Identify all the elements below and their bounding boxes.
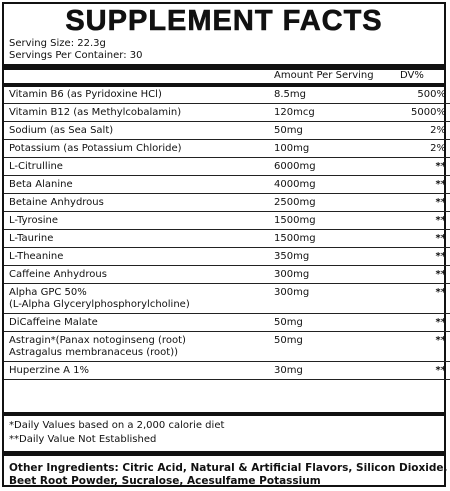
daily-value: ** — [384, 362, 450, 380]
table-row — [4, 248, 450, 266]
daily-value: 500% — [384, 86, 450, 104]
ingredient-name — [4, 122, 274, 140]
ingredient-name-line: L-Theanine — [9, 251, 64, 262]
ingredient-name-line: Alpha GPC 50% — [9, 287, 87, 298]
ingredient-name — [4, 158, 274, 176]
amount-per-serving: 300mg — [274, 284, 384, 314]
daily-value: ** — [384, 284, 450, 314]
ingredient-name — [4, 314, 274, 332]
ingredient-name-line: (L-Alpha Glycerylphosphorylcholine) — [9, 299, 190, 310]
supplement-facts-panel — [2, 2, 446, 487]
amount-per-serving: 4000mg — [274, 176, 384, 194]
daily-value: 2% — [384, 140, 450, 158]
ingredient-name — [4, 176, 274, 194]
other-ingredients-line: Other Ingredients: Citric Acid, Natural & Artificial Flavors, Silicon Dioxide, — [9, 462, 448, 474]
table-row — [4, 284, 450, 314]
amount-per-serving: 8.5mg — [274, 86, 384, 104]
ingredient-name — [4, 266, 274, 284]
divider-other — [4, 451, 444, 456]
amount-per-serving: 50mg — [274, 332, 384, 362]
ingredient-name — [4, 230, 274, 248]
ingredient-name — [4, 248, 274, 266]
amount-per-serving: 300mg — [274, 266, 384, 284]
daily-value: ** — [384, 212, 450, 230]
footnote-not-established: **Daily Value Not Established — [9, 434, 157, 445]
ingredient-name — [4, 104, 274, 122]
amount-per-serving: 100mg — [274, 140, 384, 158]
daily-value: ** — [384, 248, 450, 266]
amount-per-serving: 1500mg — [274, 230, 384, 248]
ingredient-name — [4, 284, 274, 314]
dv-header: DV% — [400, 70, 424, 81]
amount-per-serving: 1500mg — [274, 212, 384, 230]
table-row — [4, 362, 450, 380]
ingredient-name-line: Sodium (as Sea Salt) — [9, 125, 114, 136]
ingredient-name-line: Beta Alanine — [9, 179, 73, 190]
amount-per-serving: 350mg — [274, 248, 384, 266]
daily-value: ** — [384, 194, 450, 212]
other-ingredients-line: Beet Root Powder, Sucralose, Acesulfame Potassium — [9, 475, 321, 487]
ingredient-name-line: L-Citrulline — [9, 161, 63, 172]
amount-per-serving: 6000mg — [274, 158, 384, 176]
daily-value: ** — [384, 176, 450, 194]
ingredient-name-line: Caffeine Anhydrous — [9, 269, 107, 280]
ingredient-name-line: Betaine Anhydrous — [9, 197, 104, 208]
daily-value: ** — [384, 314, 450, 332]
daily-value: 5000% — [384, 104, 450, 122]
nutrient-table — [4, 86, 450, 380]
table-row — [4, 194, 450, 212]
table-row — [4, 176, 450, 194]
table-row — [4, 86, 450, 104]
ingredient-name-line: L-Taurine — [9, 233, 54, 244]
serving-size: Serving Size: 22.3g — [9, 38, 106, 49]
daily-value: 2% — [384, 122, 450, 140]
daily-value: ** — [384, 230, 450, 248]
amount-per-serving: 120mcg — [274, 104, 384, 122]
amount-per-serving: 30mg — [274, 362, 384, 380]
divider-footnotes — [4, 412, 444, 416]
daily-value: ** — [384, 266, 450, 284]
ingredient-name-line: DiCaffeine Malate — [9, 317, 98, 328]
table-row — [4, 140, 450, 158]
table-row — [4, 230, 450, 248]
servings-per-container: Servings Per Container: 30 — [9, 50, 143, 61]
amount-per-serving: 50mg — [274, 314, 384, 332]
ingredient-name-line: Potassium (as Potassium Chloride) — [9, 143, 182, 154]
table-row — [4, 104, 450, 122]
amount-per-serving: 2500mg — [274, 194, 384, 212]
table-row — [4, 314, 450, 332]
ingredient-name — [4, 362, 274, 380]
ingredient-name-line: Astragin*(Panax notoginseng (root) — [9, 335, 186, 346]
footnote-daily-values: *Daily Values based on a 2,000 calorie diet — [9, 420, 225, 431]
ingredient-name — [4, 212, 274, 230]
daily-value: ** — [384, 332, 450, 362]
daily-value: ** — [384, 158, 450, 176]
amount-per-serving: 50mg — [274, 122, 384, 140]
ingredient-name-line: Vitamin B12 (as Methylcobalamin) — [9, 107, 182, 118]
table-row — [4, 212, 450, 230]
divider-thick — [4, 64, 444, 70]
ingredient-name-line: L-Tyrosine — [9, 215, 59, 226]
ingredient-name-line: Vitamin B6 (as Pyridoxine HCl) — [9, 89, 162, 100]
ingredient-name — [4, 332, 274, 362]
ingredient-name — [4, 194, 274, 212]
amount-header: Amount Per Serving — [274, 70, 374, 81]
table-row — [4, 122, 450, 140]
panel-title: SUPPLEMENT FACTS — [65, 5, 383, 37]
table-row — [4, 266, 450, 284]
ingredient-name — [4, 140, 274, 158]
table-row — [4, 158, 450, 176]
other-ingredients — [9, 462, 448, 488]
ingredient-name-line: Huperzine A 1% — [9, 365, 90, 376]
ingredient-name — [4, 86, 274, 104]
table-row — [4, 332, 450, 362]
ingredient-name-line: Astragalus membranaceus (root)) — [9, 347, 179, 358]
